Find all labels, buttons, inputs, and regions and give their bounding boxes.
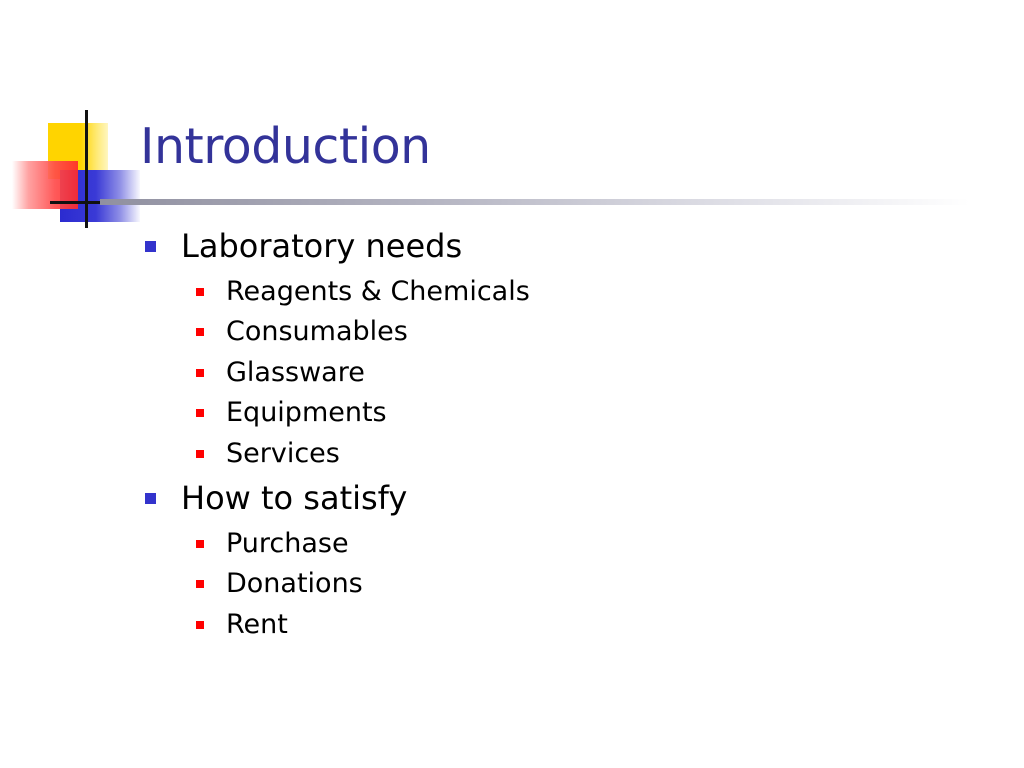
bullet-item-how-to-satisfy — [145, 479, 408, 517]
sub-bullet-item — [196, 570, 363, 597]
sub-bullet-text: Reagents & Chemicals — [226, 276, 530, 307]
sub-bullet-item — [196, 440, 340, 467]
sub-bullet-item — [196, 359, 365, 386]
sub-bullet-text: Consumables — [226, 316, 408, 347]
sub-bullet-text: Services — [226, 438, 340, 469]
bullet-text: Laboratory needs — [181, 227, 463, 265]
slide-title: Introduction — [140, 118, 431, 175]
square-bullet-icon — [196, 580, 204, 588]
sub-bullet-item — [196, 278, 530, 305]
sub-bullet-text: Purchase — [226, 528, 349, 559]
sub-bullet-item — [196, 399, 387, 426]
square-bullet-icon — [196, 450, 204, 458]
sub-bullet-item — [196, 318, 408, 345]
sub-bullet-text: Rent — [226, 609, 288, 640]
vertical-line-decoration — [85, 110, 88, 228]
bullet-item-laboratory-needs — [145, 227, 463, 265]
square-bullet-icon — [196, 328, 204, 336]
square-bullet-icon — [196, 409, 204, 417]
bullet-text: How to satisfy — [181, 479, 408, 517]
square-bullet-icon — [196, 369, 204, 377]
sub-bullet-text: Glassware — [226, 357, 365, 388]
square-bullet-icon — [145, 241, 156, 252]
sub-bullet-text: Equipments — [226, 397, 387, 428]
square-bullet-icon — [196, 621, 204, 629]
title-underline-rule — [100, 199, 970, 205]
sub-bullet-item — [196, 611, 288, 638]
sub-bullet-item — [196, 530, 349, 557]
square-bullet-icon — [196, 288, 204, 296]
square-bullet-icon — [196, 540, 204, 548]
square-bullet-icon — [145, 493, 156, 504]
sub-bullet-text: Donations — [226, 568, 363, 599]
